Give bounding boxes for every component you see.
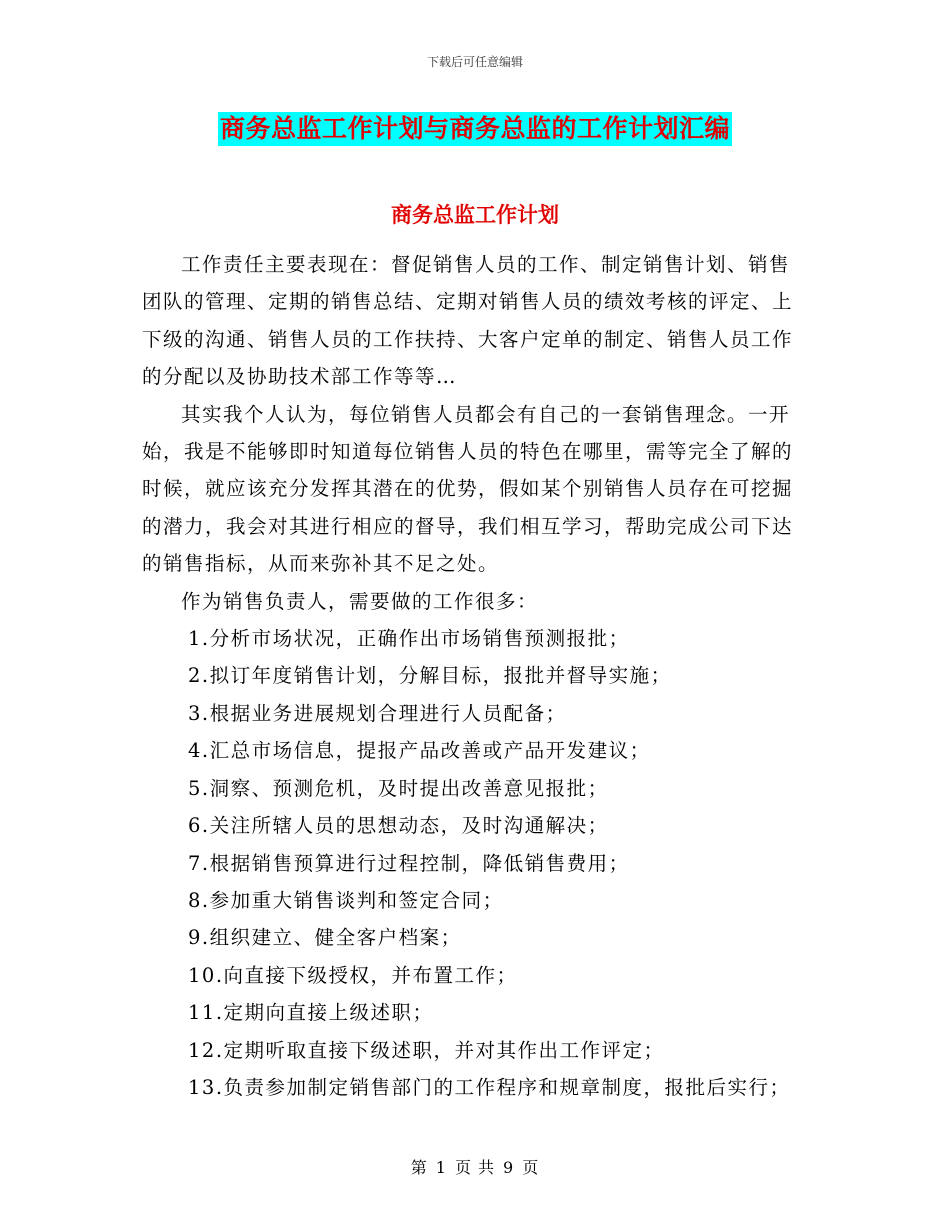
list-item: 2.拟订年度销售计划，分解目标，报批并督导实施；: [188, 664, 672, 688]
page-footer: [0, 1155, 950, 1178]
footer-total-pages: 9: [503, 1158, 515, 1177]
footer-mid: 页 共: [454, 1158, 496, 1177]
list-item: 8.参加重大销售谈判和签定合同；: [188, 888, 504, 912]
list-item: 10.向直接下级授权，并布置工作；: [188, 963, 518, 987]
list-item: 6.关注所辖人员的思想动态，及时沟通解决；: [188, 814, 609, 838]
list-item: 1.分析市场状况，正确作出市场销售预测报批；: [188, 627, 630, 651]
footer-suffix: 页: [522, 1158, 540, 1177]
main-title: 商务总监工作计划与商务总监的工作计划汇编: [218, 112, 732, 146]
list-item: 9.组织建立、健全客户档案；: [188, 926, 462, 950]
list-item: 5.洞察、预测危机，及时提出改善意见报批；: [188, 776, 609, 800]
paragraph-opinion: 其实我个人认为，每位销售人员都会有自己的一套销售理念。一开始，我是不能够即时知道每位销售人员的特色在哪里，需等完全了解的时候，就应该充分发挥其潜在的优势，假如某个别销售人员存在可挖掘的潜力，我会对其进行相应的督导，我们相互学习，帮助完成公司下达的销售指标，从而来弥补其不足之处。: [142, 402, 794, 576]
paragraph-duties: 工作责任主要表现在：督促销售人员的工作、制定销售计划、销售团队的管理、定期的销售总结、定期对销售人员的绩效考核的评定、上下级的沟通、销售人员的工作扶持、大客户定单的制定、销售人员工作的分配以及协助技术部工作等等…: [142, 253, 794, 389]
list-item: 12.定期听取直接下级述职，并对其作出工作评定；: [188, 1038, 665, 1062]
footer-prefix: 第: [410, 1158, 428, 1177]
list-item: 3.根据业务进展规划合理进行人员配备；: [188, 701, 567, 725]
footer-page-number: 1: [435, 1158, 447, 1177]
list-item: 4.汇总市场信息，提报产品改善或产品开发建议；: [188, 739, 651, 763]
document-body: [142, 246, 808, 1106]
list-item: 13.负责参加制定销售部门的工作程序和规章制度，报批后实行；: [188, 1075, 791, 1099]
main-title-wrap: [0, 112, 950, 146]
list-item: 11.定期向直接上级述职；: [188, 1001, 434, 1025]
section-title: 商务总监工作计划: [391, 202, 559, 227]
paragraph-intro-list: 作为销售负责人，需要做的工作很多：: [181, 589, 539, 613]
list-item: 7.根据销售预算进行过程控制，降低销售费用；: [188, 851, 630, 875]
header-note: 下载后可任意编辑: [426, 55, 523, 69]
